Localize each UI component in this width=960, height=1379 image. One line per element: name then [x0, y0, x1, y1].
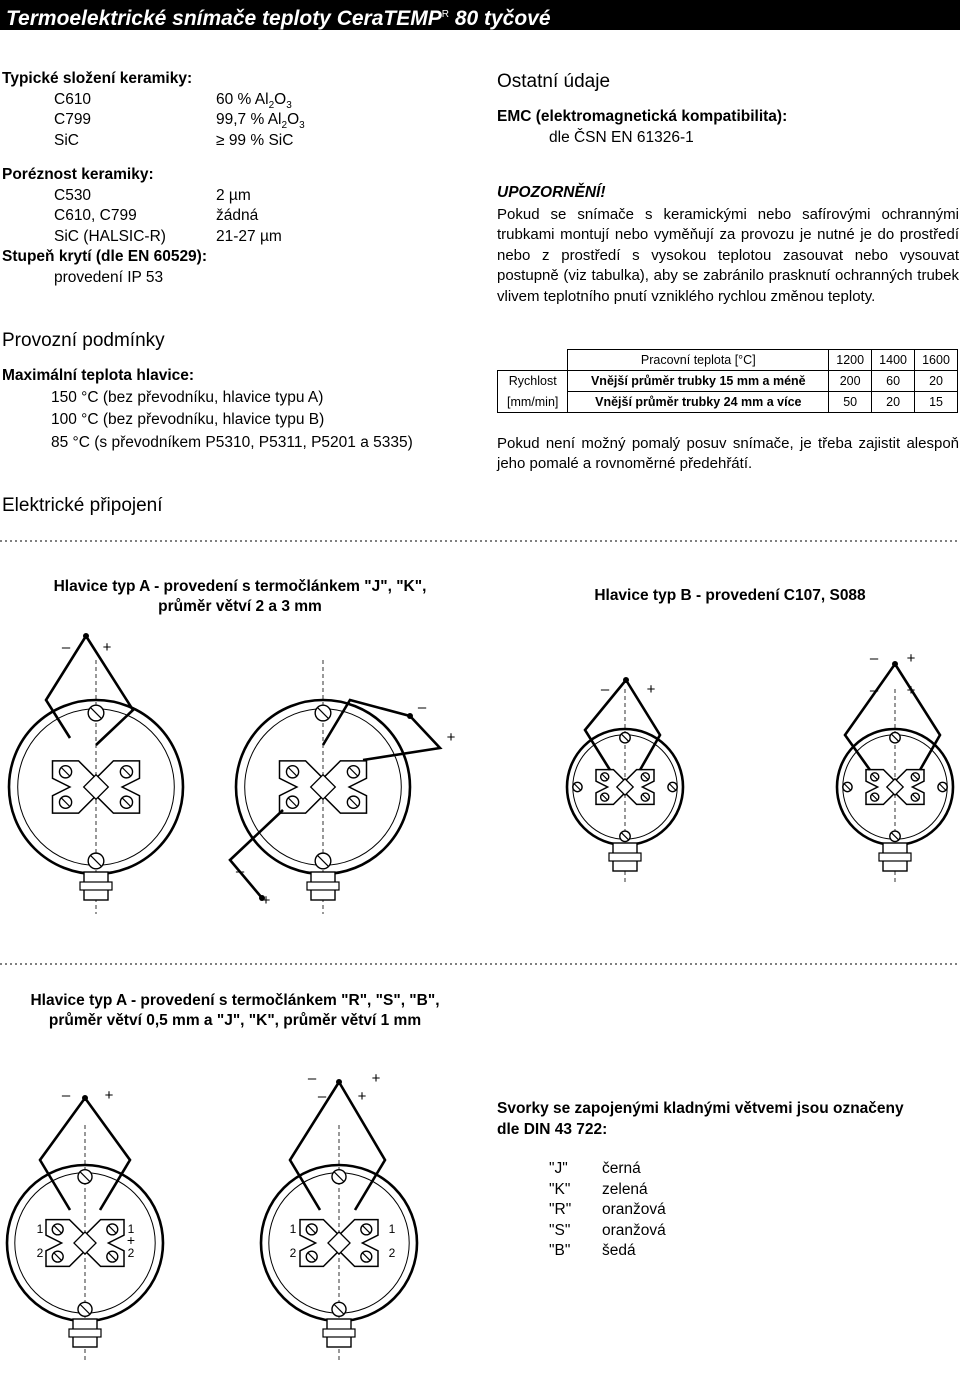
minus-label: – — [417, 699, 427, 716]
cable-gland-nut-icon — [80, 882, 112, 890]
caption-head-a-jk: Hlavice typ A - provedení s termočlánkem "J", "K", průměr větví 2 a 3 mm — [53, 578, 427, 615]
minus-label: – — [61, 639, 71, 656]
porosity-row: C610, C799 žádná — [54, 207, 259, 224]
wire-junction-icon — [407, 713, 413, 719]
operating-line: 150 °C (bez převodníku, hlavice typu A) — [51, 388, 324, 406]
emc-label: EMC (elektromagnetická kompatibilita): — [497, 108, 788, 125]
plus-label: + — [102, 639, 112, 656]
terminal-number-label: 2 — [127, 1246, 135, 1260]
minus-label: – — [317, 1088, 327, 1105]
minus-label: – — [869, 650, 879, 667]
composition-row: C610 60 % $Al_2O_3$ — [54, 90, 292, 111]
cable-gland-nut-icon — [609, 853, 641, 861]
wire-junction-icon — [82, 1095, 88, 1101]
minus-label: – — [307, 1070, 317, 1087]
operating-heading: Provozní podmínky — [2, 330, 165, 351]
plus-label: + — [446, 729, 456, 746]
wire-junction-icon — [892, 661, 898, 667]
cable-gland-nut-icon — [69, 1329, 101, 1337]
rate-row-desc: Vnější průměr trubky 24 mm a více — [568, 392, 829, 413]
terminal-head-a-icon — [261, 1125, 417, 1361]
wire-junction-icon — [83, 633, 89, 639]
after-text: Pokud není možný pomalý posuv snímače, je třeba zajistit alespoň jeho pomalé a rovnoměrné předehřátí. — [497, 435, 959, 473]
rate-table-header-label: Pracovní teplota [°C] — [568, 350, 829, 371]
header-suffix: 80 tyčové — [454, 7, 551, 30]
protection-value: provedení IP 53 — [54, 268, 164, 286]
composition-heading: Typické složení keramiky: — [2, 70, 193, 87]
terminal-head-b-icon — [567, 689, 683, 885]
terminal-head-a-icon — [7, 1125, 163, 1361]
terminals-heading: Svorky se zapojenými kladnými větvemi jsou označeny dle DIN 43 722: — [497, 1100, 904, 1138]
plus-label: + — [104, 1087, 114, 1104]
terminal-head-a-icon — [236, 660, 410, 914]
minus-label: – — [600, 681, 610, 698]
protection-heading: Stupeň krytí (dle EN 60529): — [2, 248, 208, 265]
warning-label: UPOZORNĚNÍ! — [497, 184, 606, 201]
plus-label: + — [906, 682, 916, 699]
registered-mark: R — [441, 9, 449, 20]
other-heading: Ostatní údaje — [497, 71, 611, 92]
composition-row: C799 99,7 % $Al_2O_3$ — [54, 111, 305, 131]
electrical-heading: Elektrické připojení — [2, 495, 163, 516]
terminal-row: "J" černá — [549, 1160, 641, 1177]
terminal-head-b-icon — [837, 689, 953, 885]
terminal-row: "R" oranžová — [549, 1201, 666, 1218]
terminal-row: "K" zelená — [549, 1180, 648, 1198]
composition-row: SiC ≥ 99 % SiC — [54, 131, 294, 149]
porosity-row: C530 2 µm — [54, 186, 251, 204]
terminal-number-label: 1 — [36, 1222, 44, 1236]
plus-label: + — [261, 892, 271, 909]
rate-table: Pracovní teplota [°C] 1200 1400 1600 Rychlost Vnější průměr trubky 15 mm a méně 200 60 20 [mm/min] Vnější průměr trubky 24 mm a více 50 20 15 — [497, 349, 958, 413]
operating-line: 85 °C (s převodníkem P5310, P5311, P5201 a 5335) — [51, 433, 413, 451]
minus-label: – — [869, 682, 879, 699]
terminal-number-label: 2 — [36, 1246, 44, 1260]
plus-label: + — [906, 650, 916, 667]
emc-value: dle ČSN EN 61326-1 — [549, 128, 694, 146]
minus-label: – — [61, 1087, 71, 1104]
plus-label: + — [646, 681, 656, 698]
terminal-row: "B" šedá — [549, 1242, 636, 1259]
header-title: Termoelektrické snímače teploty CeraTEMP — [6, 7, 442, 30]
wire-junction-icon — [336, 1079, 342, 1085]
terminal-number-label: 1 — [388, 1222, 396, 1236]
rate-row-desc: Vnější průměr trubky 15 mm a méně — [568, 371, 829, 392]
operating-subheading: Maximální teplota hlavice: — [2, 367, 195, 384]
wire-junction-icon — [623, 677, 629, 683]
warning-text: Pokud se snímače s keramickými nebo safírovými ochrannými trubkami montují nebo vyměňují za provozu je nutné je do prostředí nebo z prostředí s vysokou teplotou zasouvat nebo vysouvat postupně (viz tabulka), aby se zabránilo prasknutí ochranných trubek vlivem teplotního pnutí vzniklého rychlou změnou teploty. — [497, 206, 959, 305]
terminal-head-a-icon — [9, 660, 183, 914]
minus-label: – — [235, 863, 245, 880]
terminal-number-label: 1 — [127, 1222, 135, 1236]
plus-label: + — [357, 1088, 367, 1105]
caption-head-a-rsb: Hlavice typ A - provedení s termočlánkem "R", "S", "B", průměr větví 0,5 mm a "J", "K", průměr větví 1 mm — [30, 992, 440, 1029]
cable-gland-nut-icon — [307, 882, 339, 890]
terminal-number-label: 1 — [289, 1222, 297, 1236]
operating-line: 100 °C (bez převodníku, hlavice typu B) — [51, 411, 325, 428]
terminal-number-label: 2 — [388, 1246, 396, 1260]
terminal-row: "S" oranžová — [549, 1221, 666, 1239]
porosity-row: SiC (HALSIC-R) 21-27 µm — [54, 227, 282, 245]
caption-head-b: Hlavice typ B - provedení C107, S088 — [594, 587, 866, 604]
porosity-heading: Poréznost keramiky: — [2, 166, 154, 183]
rate-row-label: Rychlost — [498, 371, 568, 392]
plus-label: + — [371, 1070, 381, 1087]
cable-gland-nut-icon — [323, 1329, 355, 1337]
plus-label: + — [126, 1232, 136, 1248]
rate-row-unit: [mm/min] — [498, 392, 568, 413]
terminal-number-label: 2 — [289, 1246, 297, 1260]
cable-gland-nut-icon — [879, 853, 911, 861]
